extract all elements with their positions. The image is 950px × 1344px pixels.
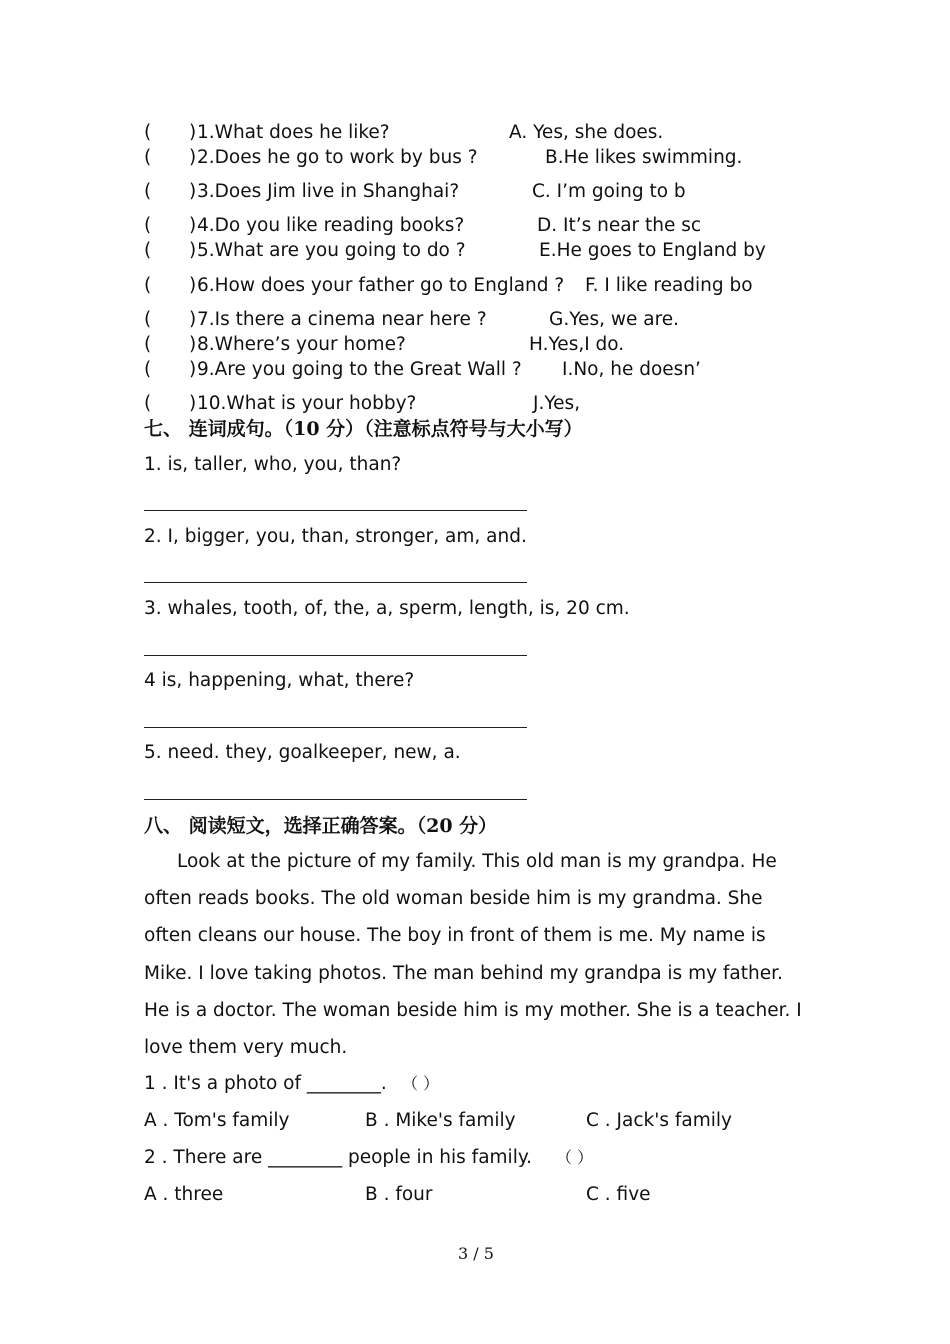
- answer-paren[interactable]: （ ）: [556, 1148, 594, 1167]
- section-title: 八、 阅读短文，选择正确答案。（20 分）: [144, 815, 498, 837]
- matching-answer: A. Yes, she does.: [509, 122, 664, 143]
- answer-paren[interactable]: （ ）: [402, 1074, 440, 1093]
- matching-answer: J.Yes,: [533, 393, 581, 414]
- answer-paren-open: (: [144, 359, 152, 380]
- answer-paren-close: ): [189, 359, 197, 380]
- answer-paren-open: (: [144, 309, 152, 330]
- option-a: A . three: [144, 1184, 224, 1205]
- answer-paren-close: ): [189, 122, 197, 143]
- answer-paren-open: (: [144, 122, 152, 143]
- answer-paren-close: ): [189, 309, 197, 330]
- option-b: B . four: [365, 1184, 433, 1205]
- answer-paren-open: (: [144, 240, 152, 261]
- sentence-prompt: 5. need. they, goalkeeper, new, a.: [144, 742, 461, 763]
- sentence-prompt: 2. I, bigger, you, than, stronger, am, and.: [144, 526, 527, 547]
- answer-line[interactable]: [144, 727, 527, 728]
- matching-question: 10.What is your hobby?: [197, 393, 417, 414]
- answer-paren-close: ): [189, 240, 197, 261]
- answer-line[interactable]: [144, 582, 527, 583]
- reading-passage: Look at the picture of my family. This old man is my grandpa. He often reads books. The old woman beside him is my grandma. She often cleans our house. The boy in front of them is me. My name is Mike. I love taking photos. The man behind my grandpa is my father. He is a doctor. The woman beside him is my mother. She is a teacher. I love them very much.: [144, 851, 802, 1059]
- section-title: 七、 连词成句。（10 分）（注意标点符号与大小写）: [144, 418, 583, 440]
- matching-question: 5.What are you going to do ?: [197, 240, 466, 261]
- answer-line[interactable]: [144, 510, 527, 511]
- option-b: B . Mike's family: [365, 1110, 516, 1131]
- matching-answer: B.He likes swimming.: [545, 147, 743, 168]
- matching-question: 1.What does he like?: [197, 122, 390, 143]
- answer-paren-open: (: [144, 215, 152, 236]
- matching-answer: C. I’m going to b: [532, 181, 686, 202]
- sentence-prompt: 1. is, taller, who, you, than?: [144, 454, 402, 475]
- matching-answer: F. I like reading bo: [585, 275, 753, 296]
- matching-question: 8.Where’s your home?: [197, 334, 406, 355]
- answer-paren-open: (: [144, 334, 152, 355]
- reading-question: 1 . It's a photo of ________.: [144, 1073, 387, 1094]
- reading-question: 2 . There are ________ people in his family.: [144, 1147, 533, 1168]
- matching-question: 6.How does your father go to England ?: [197, 275, 565, 296]
- answer-line[interactable]: [144, 799, 527, 800]
- answer-paren-open: (: [144, 275, 152, 296]
- answer-paren-open: (: [144, 181, 152, 202]
- matching-answer: E.He goes to England by: [539, 240, 766, 261]
- matching-question: 3.Does Jim live in Shanghai?: [197, 181, 460, 202]
- answer-paren-close: ): [189, 147, 197, 168]
- matching-question: 4.Do you like reading books?: [197, 215, 465, 236]
- option-c: C . Jack's family: [586, 1110, 732, 1131]
- matching-answer: I.No, he doesn’: [562, 359, 701, 380]
- matching-question: 7.Is there a cinema near here ?: [197, 309, 487, 330]
- matching-question: 9.Are you going to the Great Wall ?: [197, 359, 522, 380]
- answer-paren-open: (: [144, 393, 152, 414]
- option-a: A . Tom's family: [144, 1110, 290, 1131]
- page-number: 3 / 5: [458, 1244, 494, 1263]
- answer-line[interactable]: [144, 655, 527, 656]
- matching-answer: D. It’s near the sc: [537, 215, 702, 236]
- matching-answer: G.Yes, we are.: [549, 309, 680, 330]
- answer-paren-close: ): [189, 275, 197, 296]
- sentence-prompt: 3. whales, tooth, of, the, a, sperm, length, is, 20 cm.: [144, 598, 630, 619]
- answer-paren-close: ): [189, 334, 197, 355]
- sentence-prompt: 4 is, happening, what, there?: [144, 670, 415, 691]
- answer-paren-close: ): [189, 393, 197, 414]
- matching-answer: H.Yes,I do.: [529, 334, 625, 355]
- option-c: C . five: [586, 1184, 651, 1205]
- answer-paren-open: (: [144, 147, 152, 168]
- answer-paren-close: ): [189, 215, 197, 236]
- answer-paren-close: ): [189, 181, 197, 202]
- matching-question: 2.Does he go to work by bus ?: [197, 147, 478, 168]
